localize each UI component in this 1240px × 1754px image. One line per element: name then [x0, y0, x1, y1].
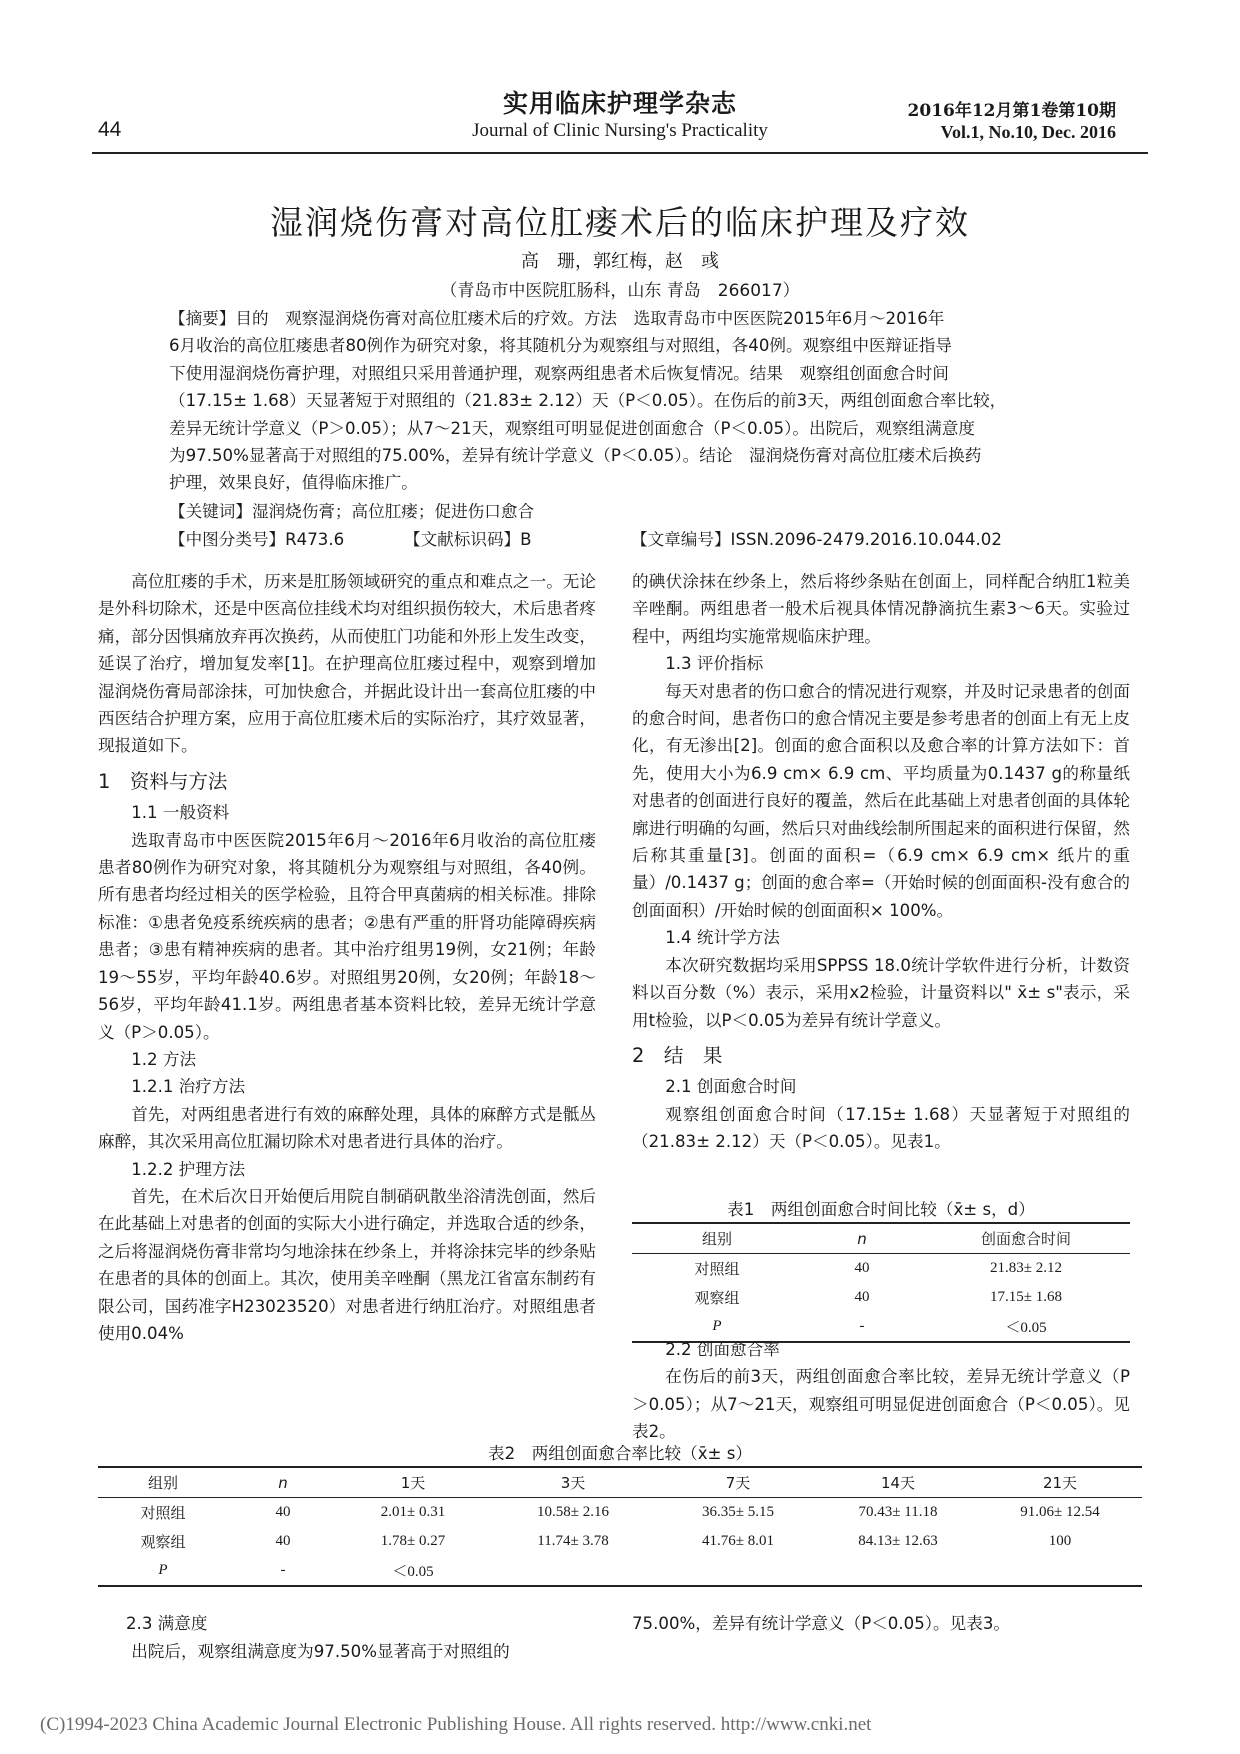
table-cell: - — [280, 1562, 286, 1578]
table-cell — [488, 1556, 658, 1586]
table1-block — [632, 1196, 1130, 1343]
table-cell: 对照组 — [694, 1262, 740, 1278]
body-paragraph: 观察组创面愈合时间（17.15± 1.68）天显著短于对照组的（21.83± 2.12）天（P＜0.05）。见表1。 — [632, 1104, 1130, 1152]
table-row — [98, 1556, 1142, 1586]
journal-title-en: Journal of Clinic Nursing's Practicality — [472, 120, 768, 141]
abstract — [169, 305, 1073, 497]
article-number: 【文章编号】ISSN.2096-2479.2016.10.044.02 — [631, 530, 1002, 549]
table-cell: 41.76± 8.01 — [702, 1533, 774, 1549]
section-2-3-text-left: 出院后，观察组满意度为97.50%显著高于对照组的 — [131, 1642, 510, 1661]
abstract-line: 【摘要】目的 观察湿润烧伤膏对高位肛瘘术后的疗效。方法 选取青岛市中医医院2015年6月～2016年 — [169, 309, 945, 328]
table2-block — [98, 1440, 1142, 1587]
table-row — [98, 1527, 1142, 1556]
keywords: 【关键词】湿润烧伤膏；高位肛瘘；促进伤口愈合 — [169, 502, 535, 521]
article-authors: 高 珊，郭红梅，赵 彧 — [521, 251, 719, 272]
abstract-line: 6月收治的高位肛瘘患者80例作为研究对象，将其随机分为观察组与对照组，各40例。观察组中医辩证指导 — [169, 336, 952, 356]
classification-row — [169, 526, 1073, 554]
table-cell: 70.43± 11.18 — [858, 1504, 938, 1520]
table-cell: 40 — [275, 1533, 291, 1549]
table-cell: 40 — [854, 1289, 870, 1305]
section-heading: 2 结 果 — [632, 1043, 723, 1067]
section-2-2 — [632, 1336, 1130, 1446]
abstract-line: 为97.50%显著高于对照组的75.00%，差异有统计学意义（P＜0.05）。结论 湿润烧伤膏对高位肛瘘术后换药 — [169, 446, 982, 466]
subsection-heading: 1.2.1 治疗方法 — [131, 1077, 246, 1097]
body-paragraph: 在伤后的前3天，两组创面愈合率比较，差异无统计学意义（P＞0.05）；从7～21天，观察组可明显促进创面愈合（P＜0.05）。见表2。 — [632, 1367, 1130, 1442]
body-paragraph: 首先，在术后次日开始便后用院自制硝矾散坐浴清洗创面，然后在此基础上对患者的创面的实际大小进行确定，并选取合适的纱条，之后将湿润烧伤膏非常均匀地涂抹在纱条上，并将涂抹完毕的纱条贴在患者的具体的创面上。其次，使用美辛唑酮（黑龙江省富东制药有限公司，国药准字H23023520）对患者进行纳肛治疗。对照组患者使用0.04% — [98, 1186, 596, 1343]
table-cell: 40 — [275, 1504, 291, 1520]
table-cell: 2.01± 0.31 — [380, 1504, 446, 1520]
left-column — [98, 568, 596, 1347]
table-cell: 84.13± 12.63 — [858, 1533, 938, 1549]
table-header-cell: 组别 — [147, 1474, 178, 1492]
abstract-line: 下使用湿润烧伤膏护理，对照组只采用普通护理，观察两组患者术后恢复情况。结果 观察组创面愈合时间 — [169, 363, 949, 383]
subsection-heading: 1.3 评价指标 — [665, 654, 764, 674]
subsection-heading: 1.4 统计学方法 — [665, 928, 780, 948]
subsection-heading: 1.2 方法 — [131, 1049, 197, 1069]
table-cell: 100 — [1048, 1533, 1072, 1549]
table-header-cell: 组别 — [701, 1230, 732, 1248]
table-row — [632, 1254, 1130, 1284]
body-paragraph: 每天对患者的伤口愈合的情况进行观察，并及时记录患者的创面的愈合时间，患者伤口的愈合情况主要是参考患者的创面上有无上皮化，有无渗出[2]。创面的愈合面积以及愈合率的计算方法如下：首先，使用大小为6.9 cm× 6.9 cm、平均质量为0.1437 g的称量纸对患者的创面进行良好的覆盖，然后在此基础上对患者创面的具体轮廓进行明确的勾画，然后只对曲线绘制所围起来的面积进行保留，然后称其重量[3]。创面的面积=（6.9 cm× 6.9 cm× 纸片的重量）/0.1437 g；创面的愈合率=（开始时候的创面面积-没有愈合的创面面积）/开始时候的创面面积× 100%。 — [632, 681, 1130, 920]
table-header-cell: 3天 — [560, 1474, 586, 1492]
table-row — [98, 1498, 1142, 1528]
body-paragraph: 首先，对两组患者进行有效的麻醉处理，具体的麻醉方式是骶丛麻醉，其次采用高位肛漏切除术对患者进行具体的治疗。 — [98, 1104, 596, 1152]
table-cell: 1.78± 0.27 — [380, 1533, 446, 1549]
subsection-heading: 2.1 创面愈合时间 — [665, 1077, 797, 1097]
table-header-cell: 14天 — [880, 1474, 916, 1492]
section-2-3-text-right: 75.00%，差异有统计学意义（P＜0.05）。见表3。 — [632, 1614, 1010, 1633]
header-rule — [92, 152, 1148, 154]
table-cell: 21.83± 2.12 — [990, 1260, 1062, 1276]
abstract-line: 差异无统计学意义（P＞0.05）；从7～21天，观察组可明显促进创面愈合（P＜0.05）。出院后，观察组满意度 — [169, 418, 975, 438]
section-2-3-heading: 2.3 满意度 — [126, 1614, 208, 1633]
body-paragraph: 高位肛瘘的手术，历来是肛肠领域研究的重点和难点之一。无论是外科切除术，还是中医高位挂线术均对组织损伤较大，术后患者疼痛，部分因惧痛放弃再次换药，从而使肛门功能和外形上发生改变，延误了治疗，增加复发率[1]。在护理高位肛瘘过程中，观察到增加湿润烧伤膏局部涂抹，可加快愈合，并据此设计出一套高位肛瘘的中西医结合护理方案，应用于高位肛瘘术后的实际治疗，其疗效显著，现报道如下。 — [98, 572, 596, 756]
body-paragraph: 的碘伏涂抹在纱条上，然后将纱条贴在创面上，同样配合纳肛1粒美辛唑酮。两组患者一般术后视具体情况静滴抗生素3～6天。实验过程中，两组均实施常规临床护理。 — [632, 572, 1130, 646]
table-cell: ＜0.05 — [392, 1564, 434, 1580]
table-cell: 11.74± 3.78 — [537, 1533, 609, 1549]
table-cell: P — [712, 1318, 722, 1334]
table-header-cell: n — [857, 1229, 867, 1248]
table-header-cell: n — [278, 1473, 288, 1492]
section-heading: 1 资料与方法 — [98, 769, 228, 793]
abstract-line: （17.15± 1.68）天显著短于对照组的（21.83± 2.12）天（P＜0.05）。在伤后的前3天，两组创面愈合率比较， — [169, 391, 1007, 411]
table-cell: 对照组 — [140, 1506, 186, 1522]
table-cell: 40 — [854, 1260, 870, 1276]
clc-number: 【中图分类号】R473.6 — [169, 530, 345, 549]
body-paragraph: 选取青岛市中医医院2015年6月～2016年6月收治的高位肛瘘患者80例作为研究对象，将其随机分为观察组与对照组，各40例。所有患者均经过相关的医学检验，且符合甲真菌病的相关标准。排除标准：①患者免疫系统疾病的患者；②患有严重的肝肾功能障碍疾病患者；③患有精神疾病的患者。其中治疗组男19例，女21例；年龄19～55岁，平均年龄40.6岁。对照组男20例，女20例；年龄18～56岁，平均年龄41.1岁。两组患者基本资料比较，差异无统计学意义（P＞0.05）。 — [98, 830, 596, 1042]
table-header-cell: 7天 — [725, 1474, 751, 1492]
subsection-heading: 1.1 一般资料 — [131, 803, 230, 823]
right-column — [632, 568, 1130, 1156]
document-code: 【文献标识码】B — [404, 530, 532, 549]
table2 — [98, 1466, 1142, 1587]
copyright-footer: (C)1994-2023 China Academic Journal Electronic Publishing House. All rights reserved. http://www.cnki.net — [40, 1714, 872, 1735]
page-number: 44 — [98, 118, 122, 141]
table-cell: - — [859, 1318, 865, 1334]
issue-info-en: Vol.1, No.10, Dec. 2016 — [940, 122, 1116, 142]
table-cell: P — [158, 1562, 168, 1578]
journal-title-cn: 实用临床护理学杂志 — [502, 89, 737, 118]
subsection-heading: 1.2.2 护理方法 — [131, 1159, 246, 1179]
issue-info-cn: 2016年12月第1卷第10期 — [907, 101, 1116, 121]
table-cell: 17.15± 1.68 — [990, 1289, 1062, 1305]
table-cell: ＜0.05 — [1005, 1320, 1047, 1336]
table-cell: 观察组 — [694, 1291, 740, 1307]
table1-caption: 表1 两组创面愈合时间比较（x̄± s，d） — [727, 1200, 1035, 1219]
article-affiliation: （青岛市中医院肛肠科，山东 青岛 266017） — [440, 281, 800, 301]
table-header-cell: 21天 — [1042, 1474, 1078, 1492]
table-cell — [818, 1556, 978, 1586]
table-header-cell: 1天 — [400, 1474, 426, 1492]
table-cell: 观察组 — [140, 1535, 186, 1551]
abstract-line: 护理，效果良好，值得临床推广。 — [169, 473, 418, 493]
table-header-cell: 创面愈合时间 — [980, 1230, 1071, 1248]
body-paragraph: 本次研究数据均采用SPPSS 18.0统计学软件进行分析，计数资料以百分数（%）表示，采用x2检验，计量资料以" x̄± s"表示，采用t检验，以P＜0.05为差异有统计学意义。 — [632, 955, 1130, 1030]
table-cell: 10.58± 2.16 — [537, 1504, 609, 1520]
table1 — [632, 1222, 1130, 1343]
table-cell: 36.35± 5.15 — [702, 1504, 774, 1520]
subsection-heading: 2.2 创面愈合率 — [665, 1340, 780, 1359]
table-row — [632, 1283, 1130, 1312]
table-cell — [978, 1556, 1142, 1586]
table2-caption: 表2 两组创面愈合率比较（x̄± s） — [488, 1444, 752, 1463]
table-cell: 91.06± 12.54 — [1020, 1504, 1100, 1520]
table-cell — [658, 1556, 818, 1586]
article-title: 湿润烧伤膏对高位肛瘘术后的临床护理及疗效 — [270, 203, 970, 242]
